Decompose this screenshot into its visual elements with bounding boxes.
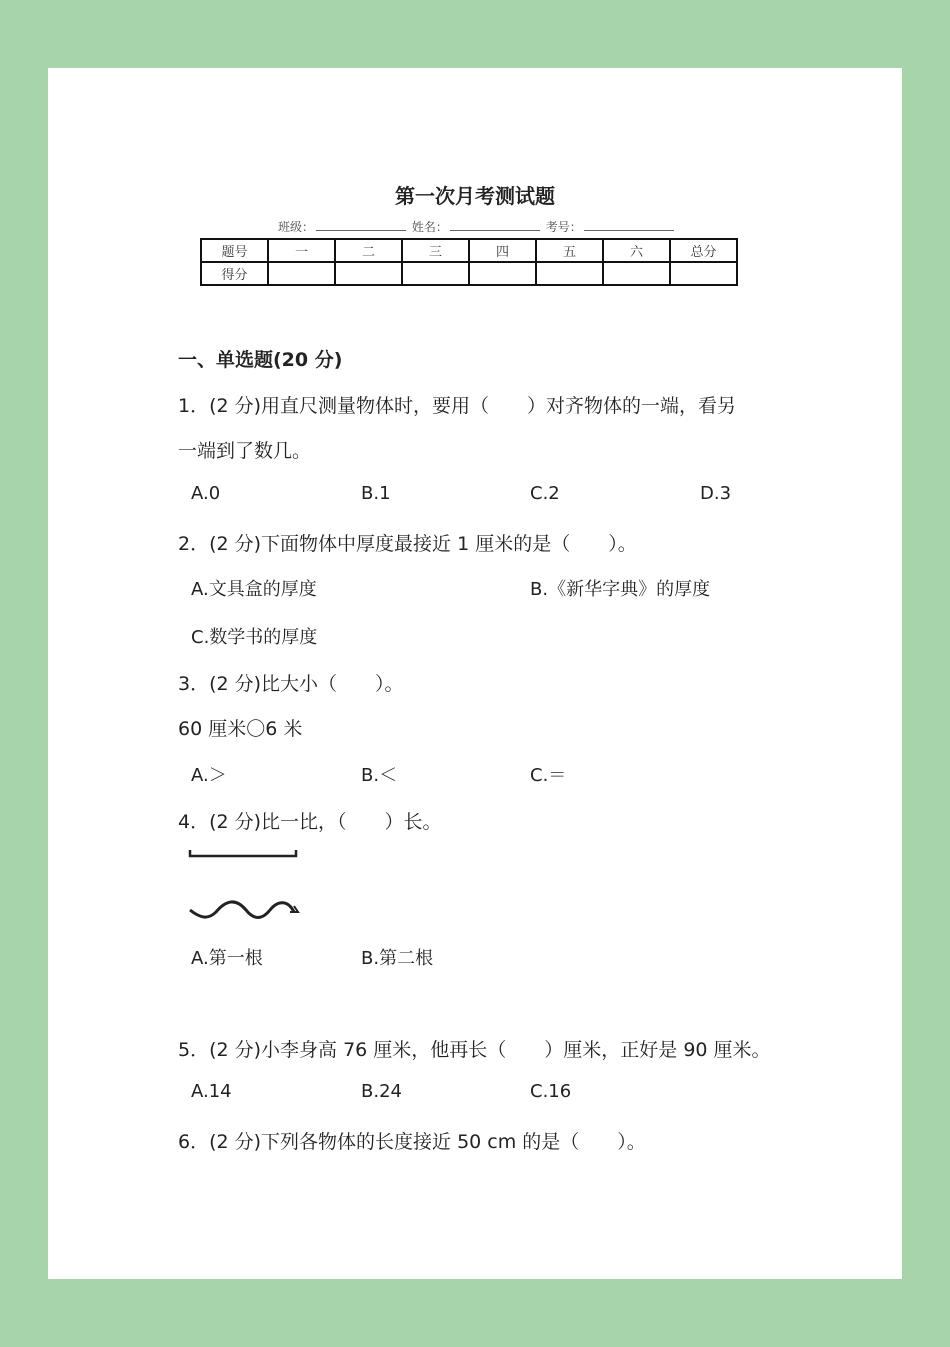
question-1-line1: 1．(2 分)用直尺测量物体时，要用（ ）对齐物体的一端，看另 (178, 395, 737, 417)
header-cell: 六 (603, 239, 670, 262)
section-heading: 一、单选题(20 分) (178, 349, 343, 371)
q3-option-c[interactable]: C.＝ (530, 765, 567, 786)
question-1-line2: 一端到了数几。 (178, 440, 312, 462)
q1-option-a[interactable]: A.0 (191, 483, 221, 504)
score-cell[interactable] (670, 262, 737, 285)
score-table (200, 238, 738, 286)
header-cell: 五 (536, 239, 603, 262)
q1-option-d[interactable]: D.3 (700, 483, 732, 504)
header-cell: 三 (402, 239, 469, 262)
header-cell: 题号 (201, 239, 268, 262)
q4-option-b[interactable]: B.第二根 (361, 948, 434, 969)
header-cell: 一 (268, 239, 335, 262)
line-comparison-figure (186, 846, 306, 926)
question-3-line1: 3．(2 分)比大小（ ）。 (178, 673, 404, 695)
q2-option-b[interactable]: B.《新华字典》的厚度 (530, 579, 711, 600)
class-label: 班级： (278, 220, 315, 234)
q5-option-c[interactable]: C.16 (530, 1081, 572, 1102)
name-field[interactable] (450, 220, 540, 231)
wavy-line (190, 902, 294, 918)
page-title: 第一次月考测试题 (395, 184, 555, 208)
score-cell[interactable] (536, 262, 603, 285)
q1-option-b[interactable]: B.1 (361, 483, 391, 504)
id-label: 考号： (545, 220, 582, 234)
header-cell: 四 (469, 239, 536, 262)
q1-option-c[interactable]: C.2 (530, 483, 560, 504)
straight-line (190, 850, 296, 856)
question-2-line1: 2．(2 分)下面物体中厚度最接近 1 厘米的是（ ）。 (178, 533, 637, 555)
score-cell[interactable] (469, 262, 536, 285)
exam-paper (48, 68, 902, 1279)
q4-option-a[interactable]: A.第一根 (191, 948, 263, 969)
question-5-line1: 5．(2 分)小李身高 76 厘米，他再长（ ）厘米，正好是 90 厘米。 (178, 1039, 771, 1061)
header-cell: 二 (335, 239, 402, 262)
q3-option-b[interactable]: B.＜ (361, 765, 398, 786)
q5-option-a[interactable]: A.14 (191, 1081, 232, 1102)
q2-option-a[interactable]: A.文具盒的厚度 (191, 579, 317, 600)
question-3-line2: 60 厘米〇6 米 (178, 718, 303, 740)
q2-option-c[interactable]: C.数学书的厚度 (191, 627, 318, 648)
row-label-cell: 得分 (201, 262, 268, 285)
score-cell[interactable] (268, 262, 335, 285)
score-cell[interactable] (335, 262, 402, 285)
question-4-line1: 4．(2 分)比一比，（ ）长。 (178, 811, 442, 833)
q3-option-a[interactable]: A.＞ (191, 765, 227, 786)
score-cell[interactable] (402, 262, 469, 285)
name-label: 姓名： (411, 220, 448, 234)
score-cell[interactable] (603, 262, 670, 285)
q5-option-b[interactable]: B.24 (361, 1081, 402, 1102)
student-info (278, 218, 676, 235)
score-table-header-row (201, 239, 737, 262)
score-table-score-row (201, 262, 737, 285)
question-6-line1: 6．(2 分)下列各物体的长度接近 50 cm 的是（ ）。 (178, 1131, 646, 1153)
header-cell: 总分 (670, 239, 737, 262)
id-field[interactable] (584, 220, 674, 231)
class-field[interactable] (316, 220, 406, 231)
